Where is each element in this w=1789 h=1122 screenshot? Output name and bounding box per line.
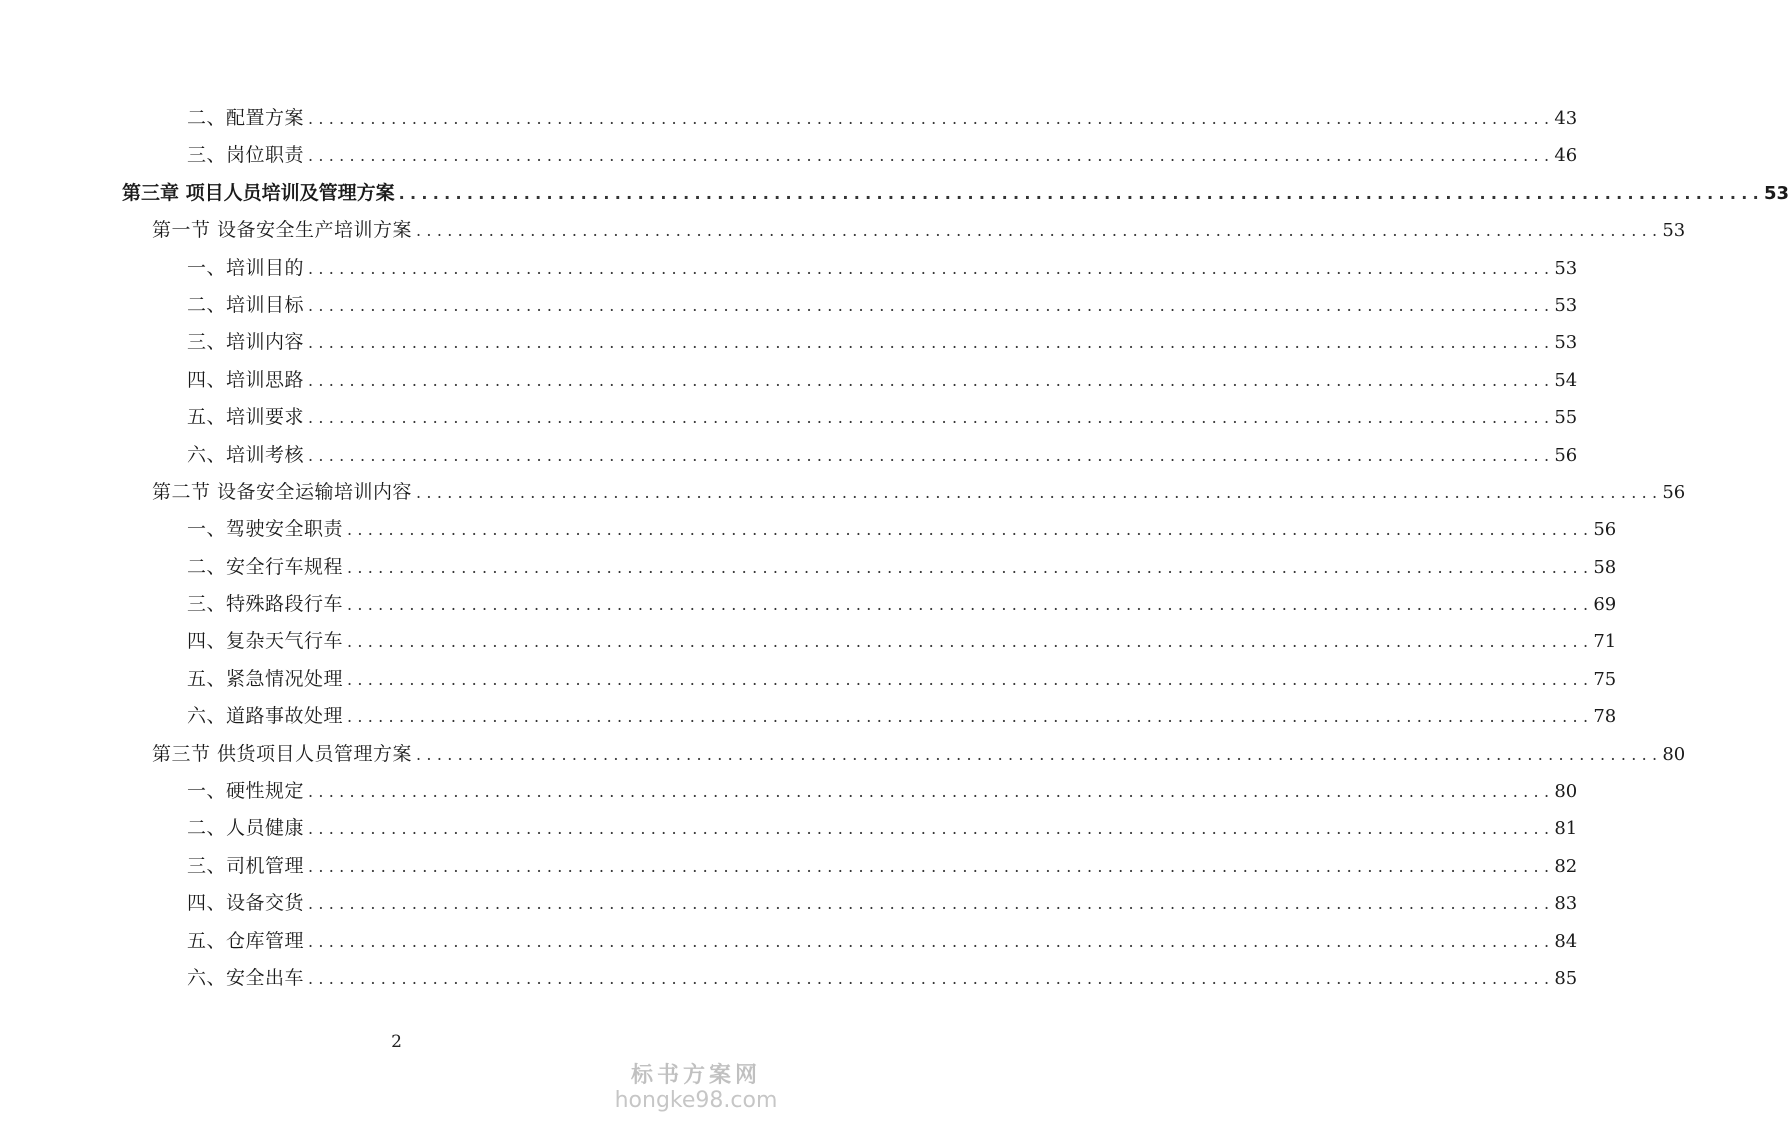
toc-item-entry[interactable] bbox=[0, 362, 1578, 399]
toc-entry-label: 六、安全出车 bbox=[187, 960, 308, 997]
watermark-name: 标书方案网 bbox=[630, 1062, 761, 1088]
toc-item-entry[interactable] bbox=[0, 698, 1617, 735]
toc-section-entry[interactable] bbox=[0, 474, 1686, 511]
toc-item-entry[interactable] bbox=[0, 287, 1578, 324]
toc-dot-leader: ........................................................................................................................ bbox=[308, 146, 1555, 166]
toc-chapter-entry[interactable] bbox=[0, 175, 1789, 212]
toc-dot-leader: ........................................................................................................................ bbox=[347, 707, 1594, 727]
toc-entry-page: 69 bbox=[1593, 594, 1617, 616]
toc-entry-label: 五、培训要求 bbox=[187, 399, 308, 436]
toc-entry-label: 第一节 设备安全生产培训方案 bbox=[152, 212, 416, 249]
toc-entry-label: 六、道路事故处理 bbox=[187, 698, 347, 735]
watermark bbox=[611, 1062, 781, 1114]
toc-item-entry[interactable] bbox=[0, 399, 1578, 436]
toc-dot-leader: ........................................................................................................................ bbox=[347, 557, 1594, 577]
toc-entry-label: 二、配置方案 bbox=[187, 100, 308, 137]
toc-entry-label: 第三章 项目人员培训及管理方案 bbox=[122, 175, 399, 212]
toc-dot-leader: ........................................................................................................................ bbox=[308, 894, 1555, 914]
toc-dot-leader: ........................................................................................................................ bbox=[308, 109, 1555, 128]
toc-item-entry[interactable] bbox=[0, 848, 1578, 885]
toc-entry-label: 四、培训思路 bbox=[187, 362, 308, 399]
toc-dot-leader: ........................................................................................................................ bbox=[308, 931, 1555, 951]
toc-dot-leader: ........................................................................................................................ bbox=[398, 183, 1764, 203]
toc-item-entry[interactable] bbox=[0, 549, 1617, 586]
toc-entry-page: 56 bbox=[1662, 481, 1686, 503]
toc-item-entry[interactable] bbox=[0, 586, 1617, 623]
toc-item-entry[interactable] bbox=[0, 661, 1617, 698]
toc-item-entry[interactable] bbox=[0, 885, 1578, 922]
toc-entry-label: 五、仓库管理 bbox=[187, 923, 308, 960]
toc-entry-page: 53 bbox=[1554, 257, 1578, 279]
toc-entry-page: 85 bbox=[1554, 967, 1578, 989]
toc-dot-leader: ........................................................................................................................ bbox=[347, 669, 1594, 689]
page-number: 2 bbox=[391, 1032, 402, 1052]
toc-item-entry[interactable] bbox=[0, 960, 1578, 997]
toc-entry-label: 三、司机管理 bbox=[187, 848, 308, 885]
toc-entry-page: 71 bbox=[1593, 631, 1617, 653]
toc-entry-label: 四、复杂天气行车 bbox=[187, 623, 347, 660]
toc-section-entry[interactable] bbox=[0, 212, 1686, 249]
toc-entry-page: 55 bbox=[1554, 407, 1578, 429]
toc-entry-label: 第三节 供货项目人员管理方案 bbox=[152, 736, 416, 773]
toc-entry-label: 四、设备交货 bbox=[187, 885, 308, 922]
toc-dot-leader: ........................................................................................................................ bbox=[308, 408, 1555, 428]
toc-dot-leader: ........................................................................................................................ bbox=[308, 258, 1555, 278]
toc-entry-label: 三、岗位职责 bbox=[187, 137, 308, 174]
toc-dot-leader: ........................................................................................................................ bbox=[416, 482, 1663, 502]
toc-dot-leader: ........................................................................................................................ bbox=[308, 445, 1555, 465]
toc-item-entry[interactable] bbox=[0, 810, 1578, 847]
toc-dot-leader: ........................................................................................................................ bbox=[308, 333, 1555, 353]
toc-item-entry[interactable] bbox=[0, 511, 1617, 548]
toc-entry-page: 53 bbox=[1662, 220, 1686, 242]
toc-entry-page: 56 bbox=[1554, 444, 1578, 466]
toc-dot-leader: ........................................................................................................................ bbox=[308, 968, 1555, 988]
toc-entry-label: 二、培训目标 bbox=[187, 287, 308, 324]
toc-item-entry[interactable] bbox=[0, 437, 1578, 474]
toc-entry-page: 46 bbox=[1554, 145, 1578, 167]
toc-item-entry[interactable] bbox=[0, 100, 1578, 137]
toc-item-entry[interactable] bbox=[0, 250, 1578, 287]
table-of-contents bbox=[0, 100, 1789, 997]
toc-dot-leader: ........................................................................................................................ bbox=[347, 520, 1594, 540]
toc-entry-page: 54 bbox=[1554, 369, 1578, 391]
toc-dot-leader: ........................................................................................................................ bbox=[308, 295, 1555, 315]
toc-item-entry[interactable] bbox=[0, 137, 1578, 174]
toc-entry-label: 五、紧急情况处理 bbox=[187, 661, 347, 698]
toc-dot-leader: ........................................................................................................................ bbox=[308, 370, 1555, 390]
toc-entry-label: 三、培训内容 bbox=[187, 324, 308, 361]
toc-entry-page: 80 bbox=[1554, 781, 1578, 803]
toc-dot-leader: ........................................................................................................................ bbox=[308, 782, 1555, 802]
toc-dot-leader: ........................................................................................................................ bbox=[347, 632, 1594, 652]
toc-entry-page: 78 bbox=[1593, 706, 1617, 728]
toc-item-entry[interactable] bbox=[0, 623, 1617, 660]
toc-entry-label: 一、驾驶安全职责 bbox=[187, 511, 347, 548]
toc-item-entry[interactable] bbox=[0, 324, 1578, 361]
toc-entry-page: 75 bbox=[1593, 668, 1617, 690]
toc-entry-page: 58 bbox=[1593, 556, 1617, 578]
toc-entry-label: 六、培训考核 bbox=[187, 437, 308, 474]
toc-dot-leader: ........................................................................................................................ bbox=[416, 221, 1663, 241]
toc-entry-label: 一、培训目的 bbox=[187, 250, 308, 287]
toc-entry-page: 53 bbox=[1554, 294, 1578, 316]
toc-dot-leader: ........................................................................................................................ bbox=[308, 819, 1555, 839]
toc-entry-label: 第二节 设备安全运输培训内容 bbox=[152, 474, 416, 511]
toc-entry-page: 84 bbox=[1554, 930, 1578, 952]
toc-dot-leader: ........................................................................................................................ bbox=[347, 595, 1594, 615]
toc-entry-page: 81 bbox=[1554, 818, 1578, 840]
watermark-url: hongke98.com bbox=[614, 1088, 778, 1113]
toc-entry-page: 83 bbox=[1554, 893, 1578, 915]
toc-entry-page: 80 bbox=[1662, 743, 1686, 765]
toc-dot-leader: ........................................................................................................................ bbox=[416, 744, 1663, 764]
toc-entry-label: 二、人员健康 bbox=[187, 810, 308, 847]
toc-entry-page: 53 bbox=[1554, 332, 1578, 354]
toc-section-entry[interactable] bbox=[0, 736, 1686, 773]
toc-entry-page: 82 bbox=[1554, 855, 1578, 877]
toc-entry-page: 43 bbox=[1554, 108, 1578, 129]
toc-item-entry[interactable] bbox=[0, 923, 1578, 960]
toc-entry-label: 三、特殊路段行车 bbox=[187, 586, 347, 623]
toc-dot-leader: ........................................................................................................................ bbox=[308, 856, 1555, 876]
toc-entry-label: 一、硬性规定 bbox=[187, 773, 308, 810]
toc-entry-page: 53 bbox=[1764, 182, 1789, 204]
toc-item-entry[interactable] bbox=[0, 773, 1578, 810]
toc-entry-label: 二、安全行车规程 bbox=[187, 549, 347, 586]
toc-entry-page: 56 bbox=[1593, 519, 1617, 541]
